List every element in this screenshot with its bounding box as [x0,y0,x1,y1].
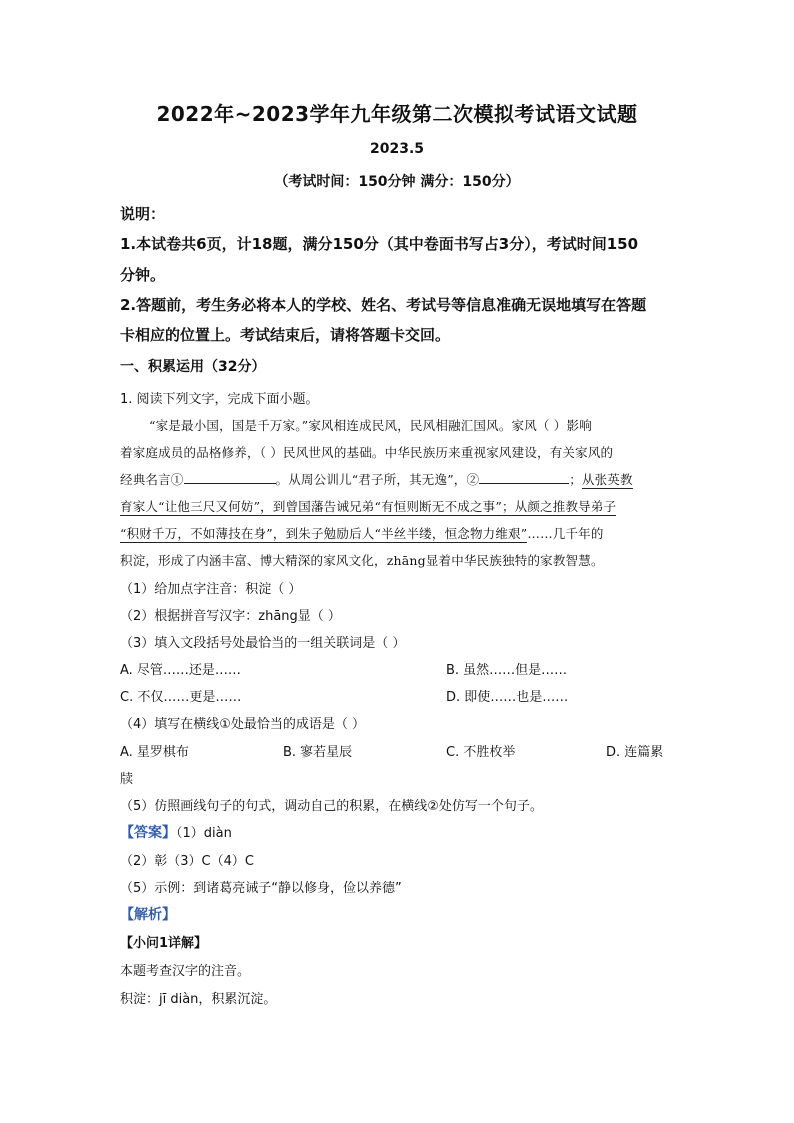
q4-option-d[interactable]: D. 连篇累 [606,745,664,760]
answer-line-1 [120,822,232,842]
passage-line-4-underlined: 育家人“让他三尺又何妨”，到曾国藩告诫兄弟“有恒则断无不成之事”；从颜之推教导弟子 [120,499,617,514]
answer-text-1: （1）diàn [176,826,232,841]
passage-line-3-underlined: 从张英教 [581,472,633,487]
blank-1[interactable] [184,471,276,484]
passage-line-6: 积淀，形成了内涵丰富、博大精深的家风文化，zhāng显着中华民族独特的家教智慧。 [120,553,604,568]
passage-line-4 [120,497,616,516]
sub-question-3: （3）填入文段括号处最恰当的一组关联词是（ ） [120,636,406,651]
sub-question-1: （1）给加点字注音：积淀（ ） [120,582,302,597]
exam-date: 2023.5 [369,141,425,157]
passage-line-3-semicolon: ； [569,472,582,487]
sub-question-4: （4）填写在横线①处最恰当的成语是（ ） [120,717,366,732]
q4-option-c[interactable]: C. 不胜枚举 [446,745,516,760]
q3-option-b[interactable]: B. 虽然……但是…… [446,663,568,678]
q4-option-d-continued: 牍 [120,772,134,787]
q3-option-c[interactable]: C. 不仅……更是…… [120,690,242,705]
instruction-2-line1: 2.答题前，考生务必将本人的学校、姓名、考试号等信息准确无误地填写在答题 [120,296,647,314]
question-1-prompt: 1. 阅读下列文字，完成下面小题。 [120,392,319,407]
q3-option-a[interactable]: A. 尽管……还是…… [120,663,241,678]
analysis-line-1: 本题考查汉字的注音。 [120,964,251,979]
analysis-tag-row [120,904,176,924]
sub-question-5: （5）仿照画线句子的句式，调动自己的积累，在横线②处仿写一个句子。 [120,799,543,814]
instruction-2-line2: 卡相应的位置上。考试结束后，请将答题卡交回。 [120,326,451,344]
instructions-label: 说明： [120,205,166,223]
analysis-subheading: 【小问1详解】 [120,936,208,951]
passage-line-5-rest: ……几千年的 [527,526,604,541]
exam-title: 2022年~2023学年九年级第二次模拟考试语文试题 [156,102,638,126]
passage-line-1: “家是最小国，国是千万家。”家风相连成民风，民风相融汇国风。家风（ ）影响 [149,418,592,433]
q4-option-a[interactable]: A. 星罗棋布 [120,745,189,760]
answer-tag: 【答案】 [120,825,176,841]
instruction-1-line2: 分钟。 [120,266,166,284]
analysis-tag: 【解析】 [120,907,176,923]
section-heading: 一、积累运用（32分） [120,359,266,375]
passage-line-3-start: 经典名言① [120,472,184,487]
answer-line-2: （2）彰（3）C（4）C [120,854,254,869]
instruction-1-line1: 1.本试卷共6页，计18题，满分150分（其中卷面书写占3分），考试时间150 [120,235,639,253]
exam-time-score: （考试时间：150分钟 满分：150分） [274,174,520,190]
q3-option-d[interactable]: D. 即使……也是…… [446,690,569,705]
answer-line-3: （5）示例：到诸葛亮诫子“静以修身，俭以养德” [120,881,402,896]
sub-question-2: （2）根据拼音写汉字：zhāng显（ ） [120,609,341,624]
q4-option-b[interactable]: B. 寥若星辰 [283,745,353,760]
passage-line-5 [120,524,604,543]
blank-2[interactable] [479,471,569,484]
passage-line-3-middle: 。从周公训儿“君子所，其无逸”，② [275,472,480,487]
passage-line-5-underlined: “积财千万，不如薄技在身”，到朱子勉励后人“半丝半缕，恒念物力维艰” [120,526,528,541]
passage-line-3 [120,470,633,489]
analysis-line-2: 积淀：jī diàn，积累沉淀。 [120,992,277,1007]
passage-line-2: 着家庭成员的品格修养，（ ）民风世风的基础。中华民族历来重视家风建设，有关家风的 [120,445,614,460]
